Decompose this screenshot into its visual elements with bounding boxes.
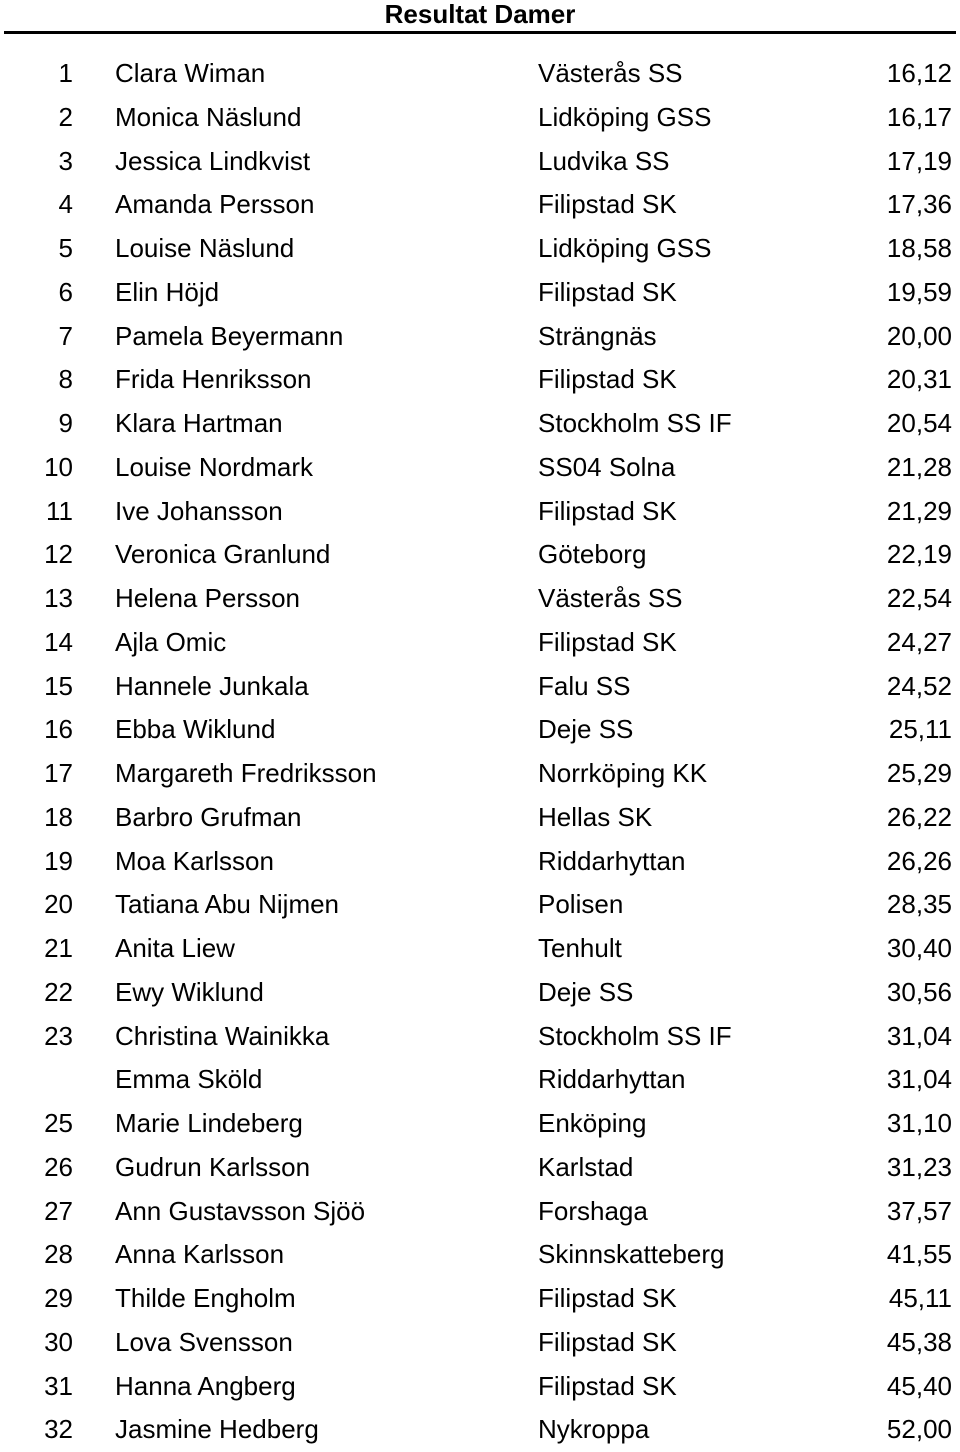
result-row (0, 402, 960, 446)
name-cell: Anita Liew (115, 933, 235, 963)
time-cell: 20,54 (886, 408, 952, 438)
name-cell: Thilde Engholm (115, 1283, 296, 1313)
name-cell: Marie Lindeberg (115, 1108, 303, 1138)
time-cell: 22,54 (886, 583, 952, 613)
rank-cell: 30 (44, 1326, 73, 1357)
result-row (0, 971, 960, 1015)
name-cell: Helena Persson (115, 583, 300, 613)
rank-cell: 8 (58, 364, 73, 395)
time-cell: 25,29 (886, 758, 952, 788)
result-row (0, 315, 960, 359)
club-cell: Göteborg (538, 539, 647, 570)
result-row (0, 533, 960, 577)
rank-cell: 3 (58, 145, 73, 176)
name-cell: Anna Karlsson (115, 1239, 285, 1270)
club-cell: Hellas SK (538, 801, 653, 832)
rank-cell: 31 (44, 1370, 73, 1401)
name-cell: Monica Näslund (115, 101, 302, 132)
club-cell: Filipstad SK (538, 364, 677, 395)
rank-cell: 23 (44, 1020, 73, 1051)
time-cell: 18,58 (886, 233, 952, 263)
rank-cell: 14 (44, 626, 73, 657)
time-cell: 19,59 (886, 276, 952, 307)
rank-cell: 29 (44, 1283, 73, 1313)
result-row (0, 1015, 960, 1059)
result-row (0, 446, 960, 490)
time-cell: 45,40 (886, 1370, 952, 1401)
results-table (0, 52, 960, 1452)
time-cell: 25,11 (888, 714, 952, 745)
rank-cell: 28 (44, 1239, 73, 1270)
time-cell: 31,04 (886, 1064, 952, 1095)
time-cell: 37,57 (886, 1195, 952, 1226)
club-cell: Riddarhyttan (538, 845, 686, 876)
rank-cell: 18 (44, 801, 73, 832)
club-cell: Filipstad SK (538, 626, 677, 657)
rank-cell: 7 (58, 320, 73, 351)
club-cell: Stockholm SS IF (538, 408, 732, 438)
club-cell: Västerås SS (538, 583, 683, 613)
club-cell: Deje SS (538, 976, 634, 1007)
club-cell: Filipstad SK (538, 1283, 677, 1313)
club-cell: SS04 Solna (538, 451, 676, 482)
name-cell: Christina Wainikka (115, 1020, 330, 1051)
club-cell: Filipstad SK (538, 1326, 677, 1357)
name-cell: Klara Hartman (115, 408, 283, 438)
result-row (0, 577, 960, 621)
rank-cell: 6 (58, 276, 73, 307)
result-row (0, 1277, 960, 1321)
result-row (0, 883, 960, 927)
result-row (0, 752, 960, 796)
time-cell: 31,04 (886, 1020, 952, 1051)
rank-cell: 16 (44, 714, 73, 745)
club-cell: Tenhult (538, 933, 622, 963)
name-cell: Moa Karlsson (115, 845, 274, 876)
result-row (0, 927, 960, 971)
time-cell: 16,12 (886, 58, 952, 88)
club-cell: Forshaga (538, 1195, 648, 1226)
result-row (0, 1408, 960, 1452)
name-cell: Elin Höjd (115, 276, 220, 307)
time-cell: 45,38 (886, 1326, 952, 1357)
name-cell: Ive Johansson (115, 495, 283, 526)
result-row (0, 708, 960, 752)
time-cell: 52,00 (886, 1414, 952, 1445)
title-underline (4, 31, 956, 34)
name-cell: Barbro Grufman (115, 801, 302, 832)
club-cell: Deje SS (538, 714, 634, 745)
rank-cell: 22 (44, 976, 73, 1007)
name-cell: Jessica Lindkvist (115, 145, 311, 176)
rank-cell: 4 (58, 189, 73, 220)
result-row (0, 183, 960, 227)
time-cell: 26,26 (886, 845, 952, 876)
time-cell: 17,19 (886, 145, 952, 176)
name-cell: Emma Sköld (115, 1064, 263, 1095)
time-cell: 22,19 (886, 539, 952, 570)
club-cell: Stockholm SS IF (538, 1020, 732, 1051)
time-cell: 30,40 (886, 933, 952, 963)
time-cell: 20,00 (886, 320, 952, 351)
result-row (0, 52, 960, 96)
name-cell: Hanna Angberg (115, 1370, 296, 1401)
club-cell: Riddarhyttan (538, 1064, 686, 1095)
club-cell: Strängnäs (538, 320, 657, 351)
time-cell: 45,11 (888, 1283, 952, 1313)
result-row (0, 1190, 960, 1234)
club-cell: Lidköping GSS (538, 233, 712, 263)
club-cell: Filipstad SK (538, 495, 677, 526)
time-cell: 20,31 (886, 364, 952, 395)
rank-cell: 9 (58, 408, 73, 438)
club-cell: Filipstad SK (538, 1370, 677, 1401)
rank-cell: 15 (44, 670, 73, 701)
result-row (0, 227, 960, 271)
result-row (0, 271, 960, 315)
time-cell: 41,55 (886, 1239, 952, 1270)
club-cell: Polisen (538, 889, 624, 920)
club-cell: Enköping (538, 1108, 647, 1138)
rank-cell: 32 (44, 1414, 73, 1445)
result-row (0, 490, 960, 534)
time-cell: 26,22 (886, 801, 952, 832)
club-cell: Filipstad SK (538, 276, 677, 307)
name-cell: Ebba Wiklund (115, 714, 276, 745)
name-cell: Clara Wiman (115, 58, 266, 88)
rank-cell: 25 (44, 1108, 73, 1138)
name-cell: Ajla Omic (115, 626, 227, 657)
rank-cell: 20 (44, 889, 73, 920)
result-row (0, 1233, 960, 1277)
rank-cell: 10 (44, 451, 73, 482)
result-row (0, 840, 960, 884)
rank-cell: 17 (44, 758, 73, 788)
time-cell: 31,10 (886, 1108, 952, 1138)
club-cell: Karlstad (538, 1151, 634, 1182)
rank-cell: 13 (44, 583, 73, 613)
name-cell: Margareth Fredriksson (115, 758, 377, 788)
time-cell: 31,23 (886, 1151, 952, 1182)
result-row (0, 1146, 960, 1190)
result-row (0, 358, 960, 402)
name-cell: Louise Nordmark (115, 451, 313, 482)
club-cell: Ludvika SS (538, 145, 670, 176)
time-cell: 16,17 (886, 101, 952, 132)
name-cell: Gudrun Karlsson (115, 1151, 311, 1182)
club-cell: Nykroppa (538, 1414, 650, 1445)
name-cell: Frida Henriksson (115, 364, 312, 395)
name-cell: Amanda Persson (115, 189, 315, 220)
result-row (0, 1102, 960, 1146)
time-cell: 30,56 (886, 976, 952, 1007)
name-cell: Lova Svensson (115, 1326, 293, 1357)
rank-cell: 27 (44, 1195, 73, 1226)
time-cell: 21,29 (886, 495, 952, 526)
name-cell: Veronica Granlund (115, 539, 331, 570)
time-cell: 17,36 (886, 189, 952, 220)
time-cell: 28,35 (886, 889, 952, 920)
rank-cell: 11 (46, 495, 73, 526)
name-cell: Ewy Wiklund (115, 976, 264, 1007)
rank-cell: 5 (58, 233, 73, 263)
name-cell: Pamela Beyermann (115, 320, 344, 351)
time-cell: 21,28 (886, 451, 952, 482)
result-row (0, 621, 960, 665)
name-cell: Tatiana Abu Nijmen (115, 889, 340, 920)
page-title: Resultat Damer (384, 0, 576, 29)
name-cell: Louise Näslund (115, 233, 295, 263)
name-cell: Hannele Junkala (115, 670, 309, 701)
result-row (0, 665, 960, 709)
result-row (0, 1365, 960, 1409)
club-cell: Västerås SS (538, 58, 683, 88)
rank-cell: 12 (44, 539, 73, 570)
result-row (0, 96, 960, 140)
rank-cell: 1 (58, 58, 73, 88)
name-cell: Ann Gustavsson Sjöö (115, 1195, 366, 1226)
rank-cell: 2 (58, 101, 73, 132)
rank-cell: 19 (44, 845, 73, 876)
club-cell: Falu SS (538, 670, 631, 701)
result-row (0, 1321, 960, 1365)
club-cell: Skinnskatteberg (538, 1239, 725, 1270)
result-row (0, 796, 960, 840)
rank-cell: 21 (44, 933, 73, 963)
club-cell: Filipstad SK (538, 189, 677, 220)
rank-cell: 26 (44, 1151, 73, 1182)
club-cell: Lidköping GSS (538, 101, 712, 132)
result-row (0, 1058, 960, 1102)
club-cell: Norrköping KK (538, 758, 708, 788)
result-row (0, 140, 960, 184)
time-cell: 24,27 (886, 626, 952, 657)
time-cell: 24,52 (886, 670, 952, 701)
name-cell: Jasmine Hedberg (115, 1414, 319, 1445)
